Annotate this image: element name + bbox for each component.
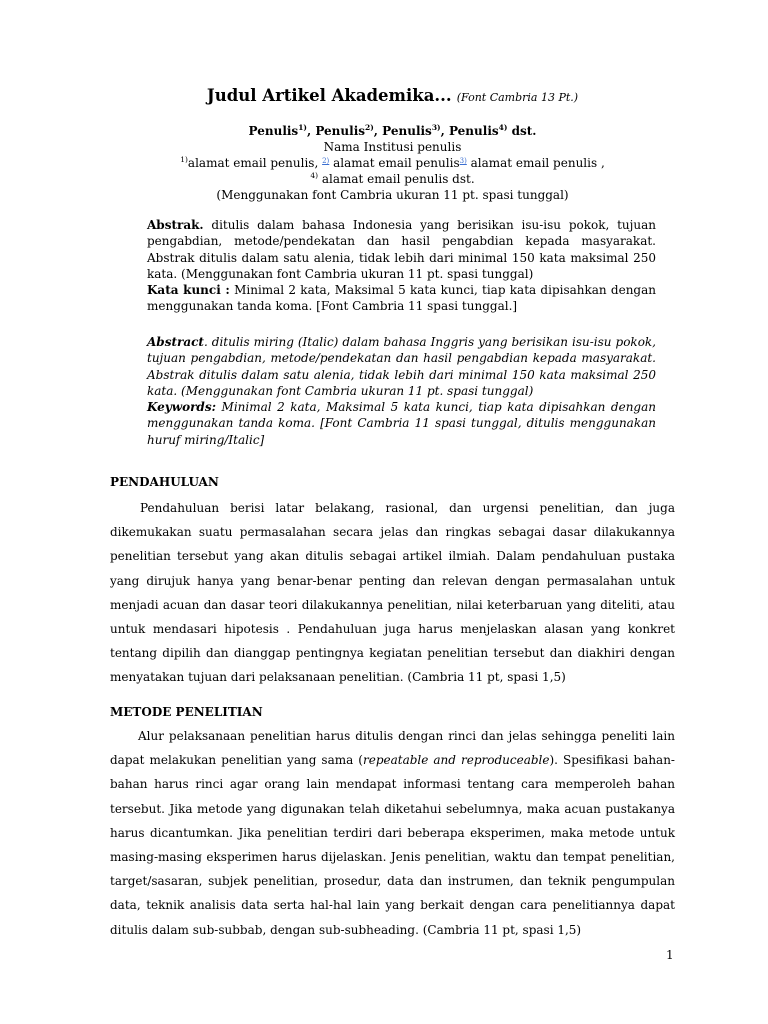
abstrak-indonesian	[147, 217, 656, 315]
author-2-sup: 2)	[365, 123, 374, 132]
keywords-text: Minimal 2 kata, Maksimal 5 kata kunci, tiap kata dipisahkan dengan menggunakan tanda koma. [Font Cambria 11 spasi tunggal, ditulis menggunakan huruf miring/Italic]	[147, 400, 656, 447]
title-line	[90, 86, 695, 105]
abstract-text: . ditulis miring (Italic) dalam bahasa Inggris yang berisikan isu-isu pokok, tujuan pengabdian, metode/pendekatan dan hasil pengabdian kepada masyarakat. Abstrak ditulis dalam satu alenia, tidak lebih dari minimal 150 kata maksimal 250 kata. (Menggunakan font Cambria ukuran 11 pt. spasi tunggal)	[147, 335, 656, 398]
keywords-label: Keywords:	[147, 400, 217, 415]
author-3: Penulis	[382, 124, 432, 138]
email-3: alamat email penulis ,	[466, 156, 605, 170]
author-sep: ,	[306, 124, 316, 138]
abstract-english	[147, 334, 656, 448]
pendahuluan-paragraph	[110, 496, 675, 690]
email-1-sup: 1)	[180, 155, 188, 164]
pendahuluan-text: Pendahuluan berisi latar belakang, rasional, dan urgensi penelitian, dan juga dikemukakan suatu permasalahan secara jelas dan ringkas sebagai dasar dilakukannya penelitian tersebut yang akan ditulis sebagai artikel ilmiah. Dalam pendahuluan pustaka yang dirujuk hanya yang benar-benar penting dan relevan dengan permasalahan untuk menjadi acuan dan dasar teori dilakukannya penelitian, nilai keterbaruan yang diteliti, atau untuk mendasari hipotesis . Pendahuluan juga harus menjelaskan alasan yang konkret tentang dipilih dan dianggap pentingnya kegiatan penelitian tersebut dan diakhiri dengan menyatakan tujuan dari pelaksanaan penelitian. (Cambria 11 pt, spasi 1,5)	[110, 501, 675, 685]
author-1: Penulis	[248, 124, 299, 138]
email-1: alamat email penulis,	[187, 156, 323, 170]
metode-text-italic: repeatable and reproduceable	[363, 753, 550, 768]
section-heading-pendahuluan: PENDAHULUAN	[110, 475, 219, 489]
metode-paragraph	[110, 724, 675, 942]
author-sep: ,	[440, 124, 449, 138]
email-line-2	[90, 171, 695, 187]
abstrak-text: ditulis dalam bahasa Indonesia yang berisikan isu-isu pokok, tujuan pengabdian, metode/pendekatan dan hasil pengabdian kepada masyarakat. Abstrak ditulis dalam satu alenia, tidak lebih dari minimal 150 kata maksimal 250 kata. (Menggunakan font Cambria ukuran 11 pt. spasi tunggal)	[147, 218, 656, 281]
email-2: alamat email penulis	[329, 156, 460, 170]
metode-text-b: ). Spesifikasi bahan-bahan harus rinci agar orang lain mendapat informasi tentang cara memperoleh bahan tersebut. Jika metode yang digunakan telah diketahui sebelumnya, maka acuan pustakanya harus dicantumkan. Jika penelitian terdiri dari beberapa eksperimen, maka metode untuk masing-masing eksperimen harus dijelaskan. Jenis penelitian, waktu dan tempat penelitian, target/sasaran, subjek penelitian, prosedur, data dan instrumen, dan teknik pengumpulan data, teknik analisis data serta hal-hal lain yang berkait dengan cara penelitiannya dapat ditulis dalam sub-subbab, dengan sub-subheading. (Cambria 11 pt, spasi 1,5)	[110, 753, 675, 937]
kata-kunci-label: Kata kunci :	[147, 283, 230, 298]
email-4: alamat email penulis dst.	[318, 172, 475, 186]
email-line-1	[90, 155, 695, 171]
institution-name: Nama Institusi penulis	[323, 140, 462, 154]
abstract-label: Abstract	[147, 335, 204, 349]
page-number: 1	[666, 948, 674, 962]
author-3-sup: 3)	[431, 123, 441, 132]
author-1-sup: 1)	[298, 123, 307, 132]
article-title: Judul Artikel Akademika...	[206, 86, 452, 105]
author-font-note: (Menggunakan font Cambria ukuran 11 pt. spasi tunggal)	[216, 188, 569, 202]
email-4-sup: 4)	[310, 171, 319, 180]
author-sep: ,	[373, 124, 383, 138]
author-list	[90, 123, 695, 139]
title-font-note: (Font Cambria 13 Pt.)	[456, 91, 579, 104]
metode-text-a: Alur pelaksanaan penelitian harus ditulis dengan rinci dan jelas sehingga peneliti lain dapat melakukan penelitian yang sama (	[110, 729, 675, 768]
section-heading-metode: METODE PENELITIAN	[110, 705, 263, 719]
author-4-sup: 4)	[498, 123, 508, 132]
email-2-link[interactable]: 2)	[322, 157, 330, 165]
author-2: Penulis	[315, 124, 366, 138]
email-3-link[interactable]: 3)	[459, 157, 467, 165]
authors-suffix: dst.	[507, 124, 537, 138]
kata-kunci-text: Minimal 2 kata, Maksimal 5 kata kunci, tiap kata dipisahkan dengan menggunakan tanda koma. [Font Cambria 11 spasi tunggal.]	[147, 283, 656, 314]
author-4: Penulis	[448, 124, 499, 138]
abstrak-label: Abstrak.	[147, 218, 204, 232]
